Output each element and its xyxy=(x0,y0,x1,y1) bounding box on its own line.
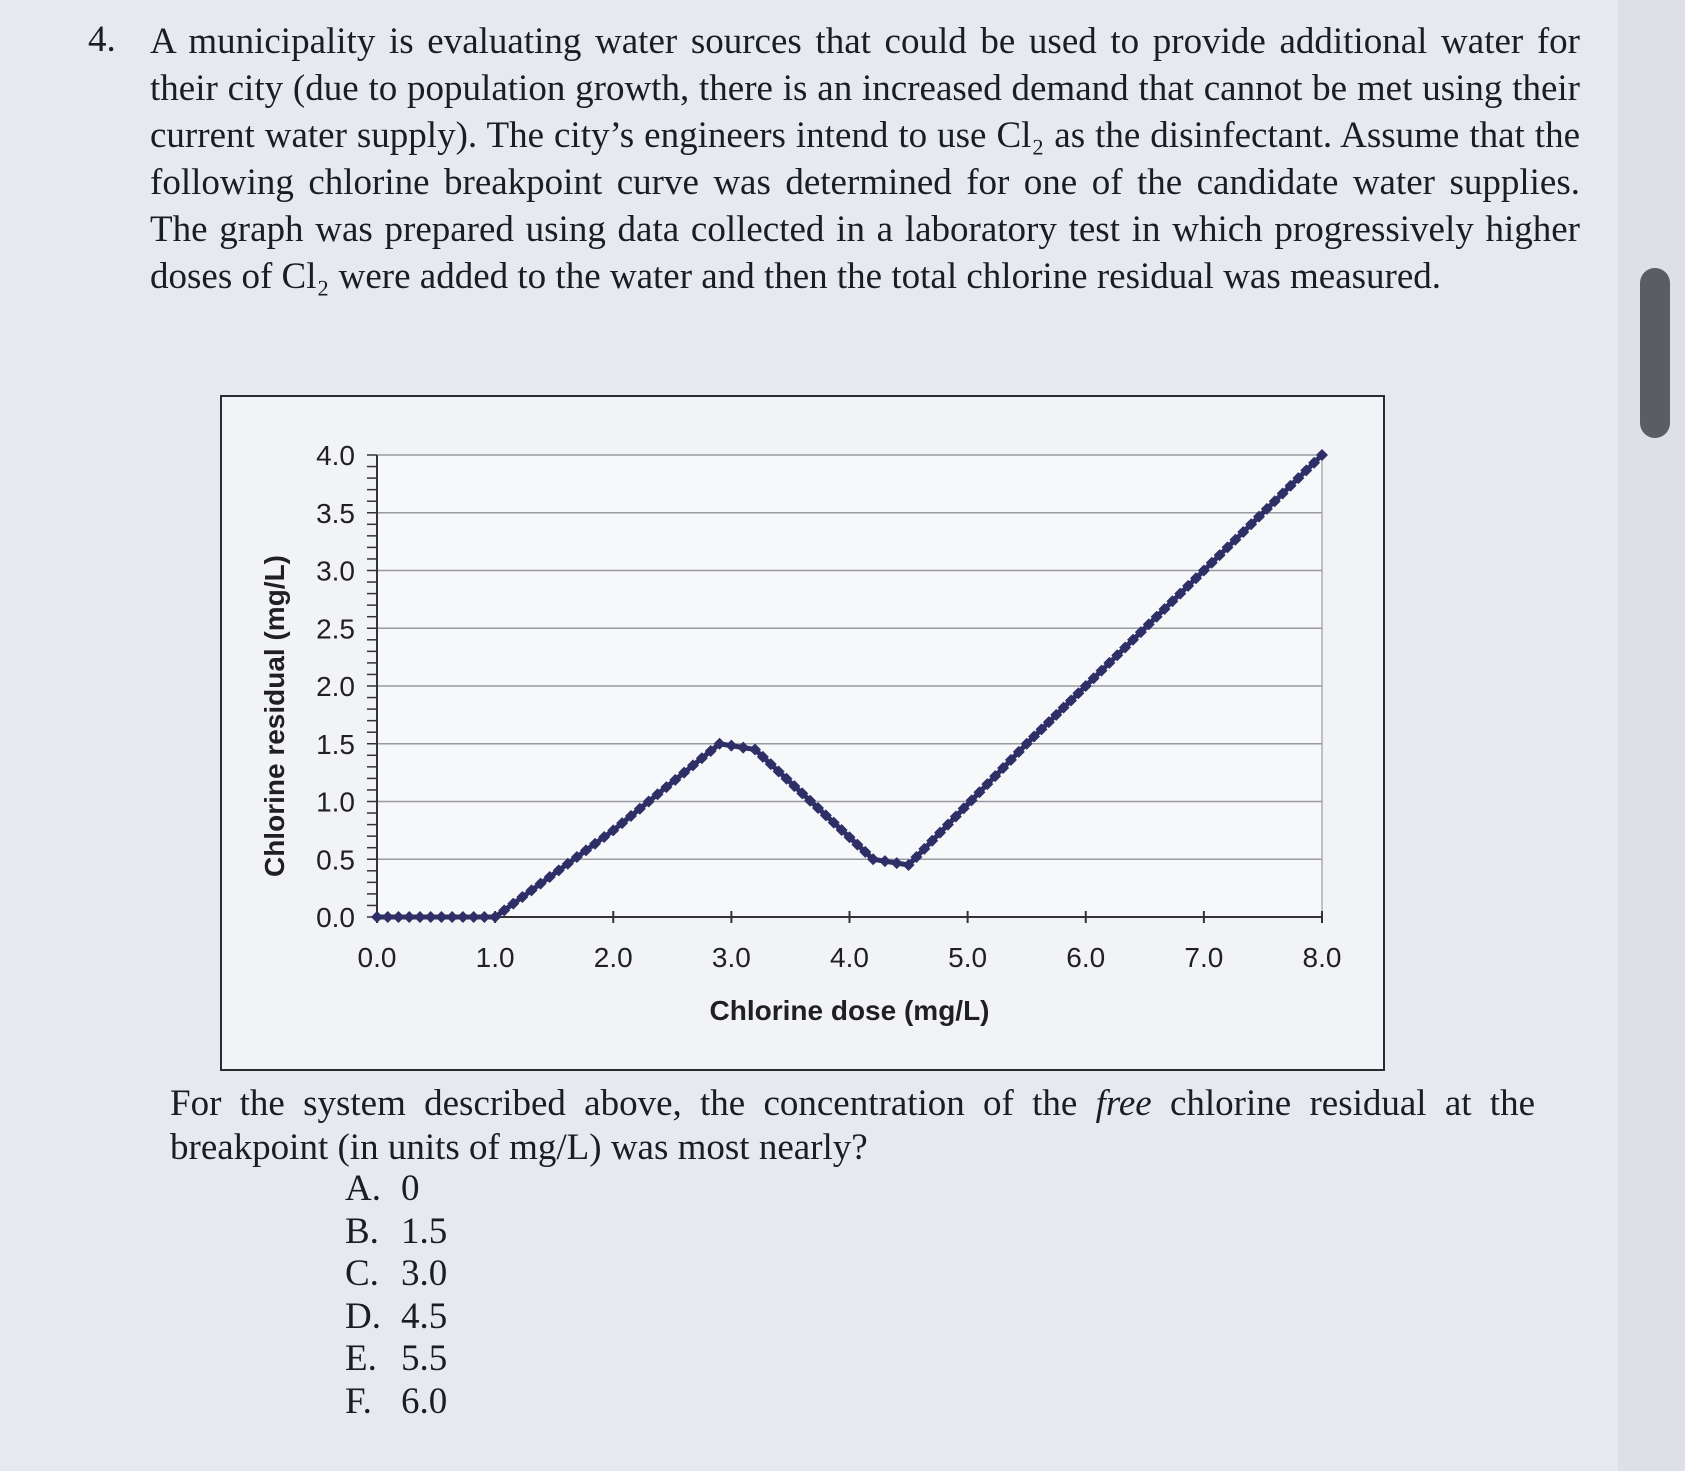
option-letter: C. xyxy=(345,1253,379,1294)
x-tick-label: 8.0 xyxy=(1302,942,1342,973)
x-tick-label: 0.0 xyxy=(357,942,397,973)
answer-option[interactable] xyxy=(345,1168,447,1211)
option-letter: A. xyxy=(345,1168,381,1209)
y-tick-label: 1.0 xyxy=(316,786,355,818)
x-axis-title: Chlorine dose (mg/L) xyxy=(709,995,990,1026)
option-text: 3.0 xyxy=(401,1253,448,1294)
y-tick-label: 4.0 xyxy=(316,440,355,471)
question-number: 4. xyxy=(88,19,116,60)
x-tick-label: 1.0 xyxy=(475,942,515,973)
y-tick-label: 3.5 xyxy=(316,497,355,529)
option-letter: E. xyxy=(345,1338,377,1379)
x-tick-label: 7.0 xyxy=(1184,942,1224,973)
y-tick-label: 3.0 xyxy=(316,555,355,587)
answer-option[interactable] xyxy=(345,1211,447,1254)
follow-up-question xyxy=(170,1082,1535,1170)
scrollbar-thumb[interactable] xyxy=(1640,268,1670,438)
option-text: 5.5 xyxy=(401,1338,448,1379)
option-text: 0 xyxy=(401,1168,420,1209)
option-text: 1.5 xyxy=(401,1210,448,1252)
chart-svg xyxy=(222,397,1387,1073)
follow-up-before: For the system described above, the concentration of the xyxy=(170,1083,1096,1124)
y-tick-label: 0.0 xyxy=(316,902,355,933)
answer-option[interactable] xyxy=(345,1381,447,1424)
question-paragraph: A municipality is evaluating water sources that could be used to provide additional water for their city (due to population growth, there is an increased demand that cannot be met using their current water supply). The city’s engineers intend to use Cl₂ as the disinfectant. Assume that the following chlorine breakpoint curve was determined for one of the candidate water supplies. The graph was prepared using data collected in a laboratory test in which progressively higher doses of Cl₂ were added to the water and then the total chlorine residual was measured. xyxy=(150,21,1580,297)
option-text: 6.0 xyxy=(401,1380,448,1422)
x-tick-label: 2.0 xyxy=(593,942,633,973)
option-letter: D. xyxy=(345,1295,381,1337)
y-tick-label: 0.5 xyxy=(316,844,355,876)
x-tick-label: 6.0 xyxy=(1066,942,1106,973)
answer-option[interactable] xyxy=(345,1296,447,1339)
y-axis-title: Chlorine residual (mg/L) xyxy=(259,554,290,878)
answer-options xyxy=(345,1168,447,1423)
follow-up-emphasis: free xyxy=(1095,1083,1152,1124)
y-tick-label: 2.5 xyxy=(316,613,355,645)
option-letter: F. xyxy=(345,1380,372,1422)
answer-option[interactable] xyxy=(345,1338,447,1381)
follow-up-after: chlorine residual at the breakpoint (in units of mg/L) was most nearly? xyxy=(170,1083,1535,1168)
x-tick-label: 5.0 xyxy=(948,942,988,973)
x-tick-label: 3.0 xyxy=(711,942,751,973)
y-tick-label: 1.5 xyxy=(316,728,355,760)
scrollbar-track xyxy=(1618,0,1685,1471)
x-tick-label: 4.0 xyxy=(830,942,869,973)
answer-option[interactable] xyxy=(345,1253,447,1296)
y-tick-label: 2.0 xyxy=(316,671,355,702)
option-text: 4.5 xyxy=(401,1295,448,1337)
option-letter: B. xyxy=(345,1210,379,1252)
breakpoint-chart xyxy=(220,395,1385,1071)
